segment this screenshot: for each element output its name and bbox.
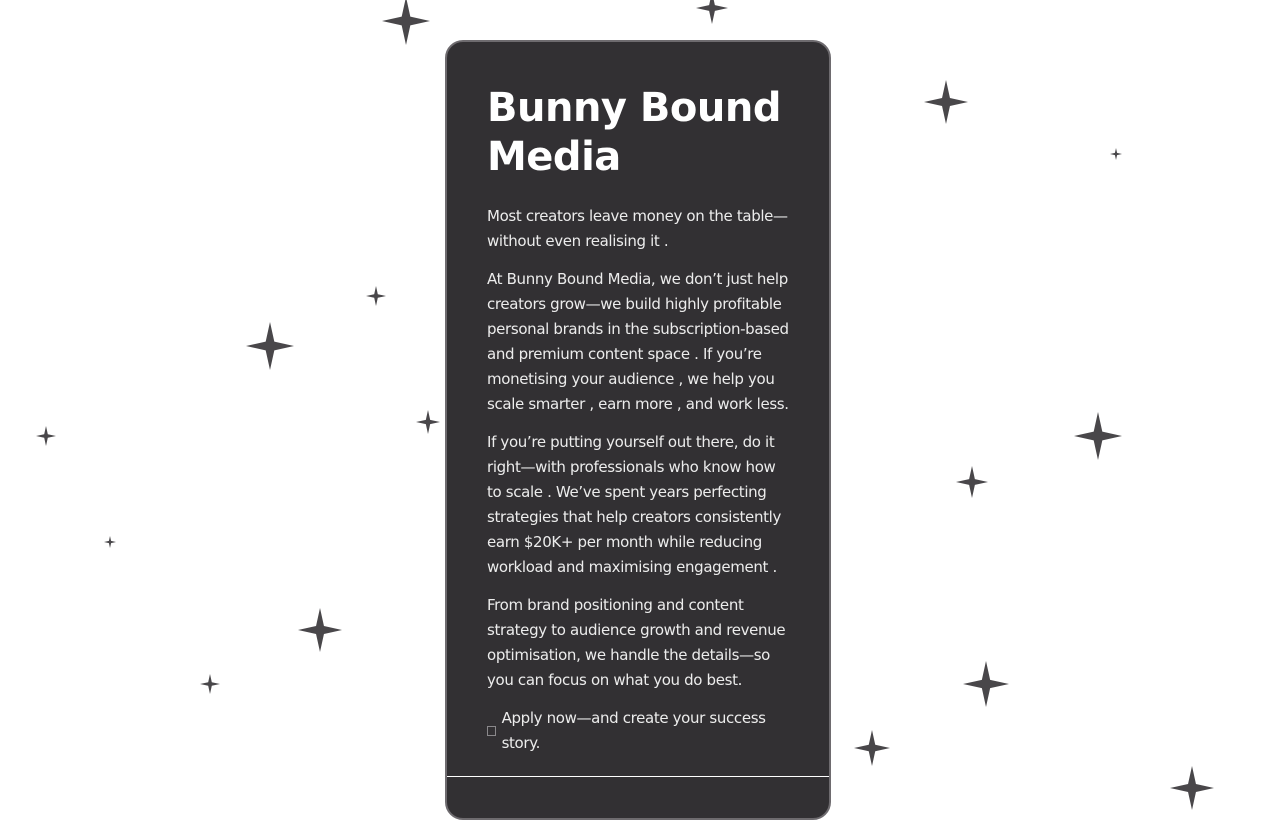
sparkle-star-icon	[416, 410, 440, 434]
page-title: Bunny Bound Media	[487, 85, 781, 180]
sparkle-star-icon	[854, 730, 890, 766]
sparkle-star-icon	[1074, 412, 1122, 460]
missing-glyph-icon	[487, 726, 496, 736]
intro-paragraph-2: At Bunny Bound Media, we don’t just help creators grow—we build highly profitable personal brands in the subscription-based and premium content space . If you’re monetising your audience , we help you scale smarter , earn more , and work less.	[487, 270, 789, 413]
sparkle-star-icon	[1110, 148, 1122, 160]
intro-card	[445, 40, 831, 820]
intro-paragraph-3: If you’re putting yourself out there, do it right—with professionals who know how to scale . We’ve spent years perfecting strategies that help creators consistently earn $20K+ per month while reducing workload and maximising engagement .	[487, 433, 781, 576]
apply-cta	[487, 706, 789, 756]
sparkle-star-icon	[382, 0, 430, 45]
intro-paragraph-4: From brand positioning and content strategy to audience growth and revenue optimisation, we handle the details—so you can focus on what you do best.	[487, 596, 786, 689]
intro-paragraph-1: Most creators leave money on the table—without even realising it .	[487, 207, 788, 250]
sparkle-star-icon	[1170, 766, 1214, 810]
sparkle-star-icon	[924, 80, 968, 124]
card-divider	[447, 776, 829, 777]
sparkle-star-icon	[956, 466, 988, 498]
sparkle-star-icon	[36, 426, 56, 446]
sparkle-star-icon	[366, 286, 386, 306]
sparkle-star-icon	[298, 608, 342, 652]
apply-cta-text: Apply now—and create your success story.	[501, 709, 766, 752]
sparkle-star-icon	[200, 674, 220, 694]
sparkle-star-icon	[963, 661, 1009, 707]
sparkle-star-icon	[696, 0, 728, 24]
sparkle-star-icon	[246, 322, 294, 370]
sparkle-star-icon	[104, 536, 116, 548]
